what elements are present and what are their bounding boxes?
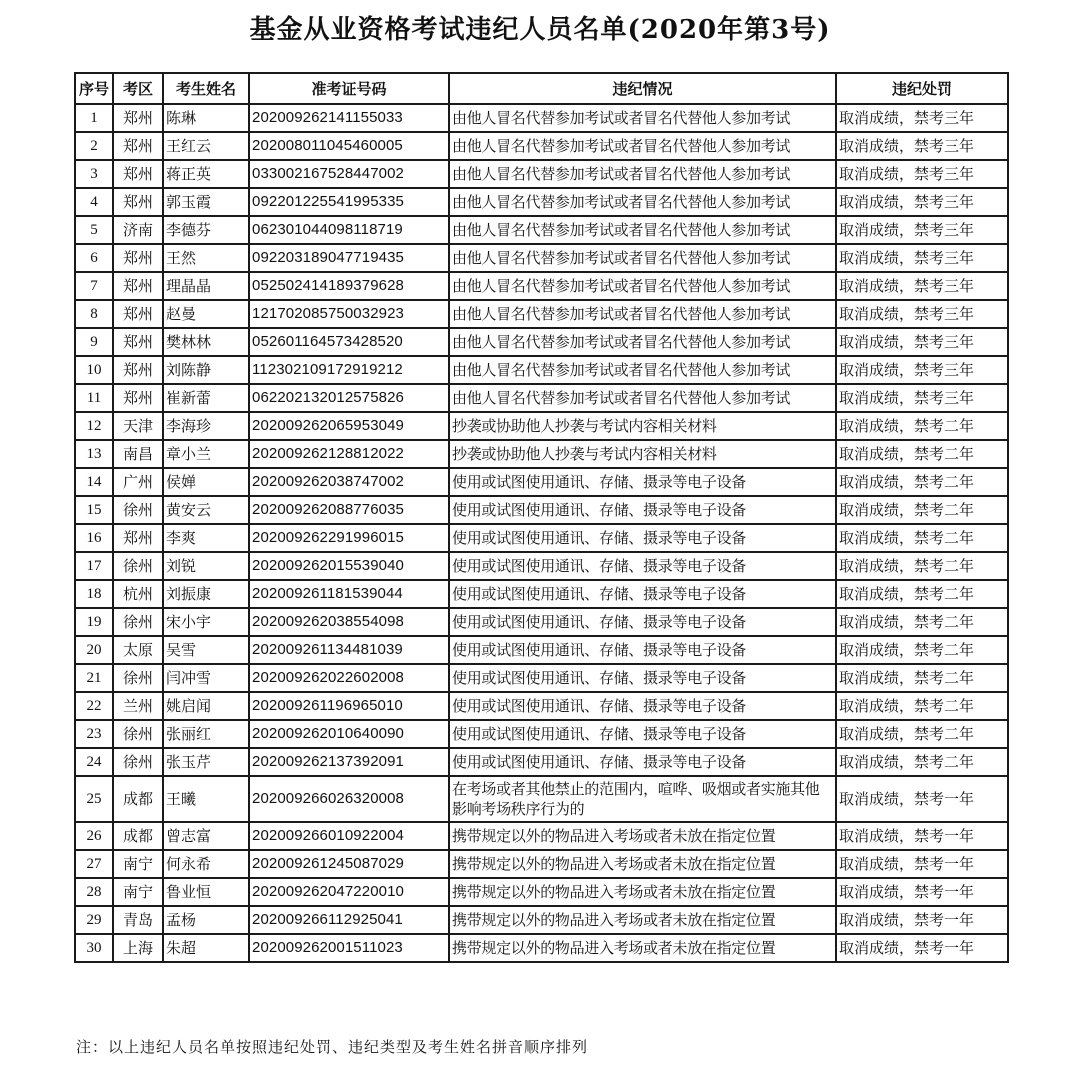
cell-area: 郑州 xyxy=(113,272,163,300)
cell-ticket-id: 202009266112925041 xyxy=(249,906,449,934)
table-row xyxy=(75,328,1008,356)
cell-violation: 使用或试图使用通讯、存储、摄录等电子设备 xyxy=(449,692,836,720)
table-row xyxy=(75,906,1008,934)
cell-ticket-id: 202009261181539044 xyxy=(249,580,449,608)
cell-name: 孟杨 xyxy=(163,906,249,934)
cell-area: 青岛 xyxy=(113,906,163,934)
cell-name: 张丽红 xyxy=(163,720,249,748)
cell-ticket-id: 202009262137392091 xyxy=(249,748,449,776)
cell-violation: 使用或试图使用通讯、存储、摄录等电子设备 xyxy=(449,580,836,608)
cell-violation: 由他人冒名代替参加考试或者冒名代替他人参加考试 xyxy=(449,104,836,132)
cell-ticket-id: 052502414189379628 xyxy=(249,272,449,300)
table-row xyxy=(75,636,1008,664)
header-no: 序号 xyxy=(75,73,113,104)
cell-violation: 由他人冒名代替参加考试或者冒名代替他人参加考试 xyxy=(449,272,836,300)
cell-no: 10 xyxy=(75,356,113,384)
table-row xyxy=(75,496,1008,524)
cell-ticket-id: 202009262291996015 xyxy=(249,524,449,552)
cell-penalty: 取消成绩，禁考一年 xyxy=(836,934,1008,962)
cell-name: 刘锐 xyxy=(163,552,249,580)
cell-penalty: 取消成绩，禁考二年 xyxy=(836,664,1008,692)
cell-no: 18 xyxy=(75,580,113,608)
cell-no: 21 xyxy=(75,664,113,692)
cell-penalty: 取消成绩，禁考三年 xyxy=(836,356,1008,384)
cell-violation: 由他人冒名代替参加考试或者冒名代替他人参加考试 xyxy=(449,300,836,328)
table-row xyxy=(75,850,1008,878)
cell-violation: 在考场或者其他禁止的范围内，喧哗、吸烟或者实施其他影响考场秩序行为的 xyxy=(449,776,836,822)
cell-violation: 由他人冒名代替参加考试或者冒名代替他人参加考试 xyxy=(449,384,836,412)
cell-penalty: 取消成绩，禁考三年 xyxy=(836,300,1008,328)
cell-name: 吴雪 xyxy=(163,636,249,664)
cell-name: 刘陈静 xyxy=(163,356,249,384)
cell-area: 郑州 xyxy=(113,300,163,328)
cell-name: 李爽 xyxy=(163,524,249,552)
header-area: 考区 xyxy=(113,73,163,104)
cell-penalty: 取消成绩，禁考一年 xyxy=(836,850,1008,878)
cell-ticket-id: 202009262088776035 xyxy=(249,496,449,524)
cell-no: 1 xyxy=(75,104,113,132)
cell-no: 19 xyxy=(75,608,113,636)
cell-area: 郑州 xyxy=(113,328,163,356)
cell-penalty: 取消成绩，禁考一年 xyxy=(836,822,1008,850)
cell-ticket-id: 092203189047719435 xyxy=(249,244,449,272)
cell-ticket-id: 202009262038747002 xyxy=(249,468,449,496)
cell-penalty: 取消成绩，禁考二年 xyxy=(836,412,1008,440)
cell-area: 徐州 xyxy=(113,552,163,580)
cell-name: 赵曼 xyxy=(163,300,249,328)
cell-area: 徐州 xyxy=(113,496,163,524)
cell-no: 24 xyxy=(75,748,113,776)
cell-area: 杭州 xyxy=(113,580,163,608)
table-row xyxy=(75,878,1008,906)
cell-violation: 携带规定以外的物品进入考场或者未放在指定位置 xyxy=(449,822,836,850)
cell-penalty: 取消成绩，禁考二年 xyxy=(836,720,1008,748)
cell-violation: 携带规定以外的物品进入考场或者未放在指定位置 xyxy=(449,934,836,962)
cell-no: 23 xyxy=(75,720,113,748)
cell-violation: 抄袭或协助他人抄袭与考试内容相关材料 xyxy=(449,440,836,468)
cell-no: 12 xyxy=(75,412,113,440)
cell-no: 28 xyxy=(75,878,113,906)
cell-name: 樊林林 xyxy=(163,328,249,356)
table-row xyxy=(75,356,1008,384)
cell-violation: 携带规定以外的物品进入考场或者未放在指定位置 xyxy=(449,850,836,878)
cell-area: 成都 xyxy=(113,776,163,822)
cell-area: 郑州 xyxy=(113,104,163,132)
cell-name: 闫冲雪 xyxy=(163,664,249,692)
table-row xyxy=(75,468,1008,496)
cell-violation: 携带规定以外的物品进入考场或者未放在指定位置 xyxy=(449,878,836,906)
cell-area: 郑州 xyxy=(113,160,163,188)
cell-no: 27 xyxy=(75,850,113,878)
cell-penalty: 取消成绩，禁考二年 xyxy=(836,692,1008,720)
cell-name: 李海珍 xyxy=(163,412,249,440)
cell-name: 理晶晶 xyxy=(163,272,249,300)
cell-violation: 由他人冒名代替参加考试或者冒名代替他人参加考试 xyxy=(449,356,836,384)
table-row xyxy=(75,692,1008,720)
cell-name: 黄安云 xyxy=(163,496,249,524)
cell-no: 13 xyxy=(75,440,113,468)
cell-no: 30 xyxy=(75,934,113,962)
cell-penalty: 取消成绩，禁考三年 xyxy=(836,216,1008,244)
cell-violation: 使用或试图使用通讯、存储、摄录等电子设备 xyxy=(449,608,836,636)
cell-no: 8 xyxy=(75,300,113,328)
cell-no: 15 xyxy=(75,496,113,524)
cell-penalty: 取消成绩，禁考三年 xyxy=(836,104,1008,132)
cell-no: 17 xyxy=(75,552,113,580)
cell-name: 王然 xyxy=(163,244,249,272)
footnote: 注：以上违纪人员名单按照违纪处罚、违纪类型及考生姓名拼音顺序排列 xyxy=(76,1038,589,1056)
violation-table xyxy=(74,72,1009,963)
cell-ticket-id: 092201225541995335 xyxy=(249,188,449,216)
cell-violation: 携带规定以外的物品进入考场或者未放在指定位置 xyxy=(449,906,836,934)
cell-penalty: 取消成绩，禁考一年 xyxy=(836,906,1008,934)
cell-area: 郑州 xyxy=(113,188,163,216)
cell-ticket-id: 202009262065953049 xyxy=(249,412,449,440)
cell-area: 广州 xyxy=(113,468,163,496)
cell-area: 郑州 xyxy=(113,132,163,160)
cell-name: 王曦 xyxy=(163,776,249,822)
cell-no: 7 xyxy=(75,272,113,300)
table-row xyxy=(75,384,1008,412)
table-row xyxy=(75,104,1008,132)
cell-violation: 由他人冒名代替参加考试或者冒名代替他人参加考试 xyxy=(449,216,836,244)
header-id: 准考证号码 xyxy=(249,73,449,104)
cell-penalty: 取消成绩，禁考二年 xyxy=(836,748,1008,776)
cell-name: 何永希 xyxy=(163,850,249,878)
cell-area: 郑州 xyxy=(113,384,163,412)
cell-area: 徐州 xyxy=(113,720,163,748)
table-header-row xyxy=(75,73,1008,104)
cell-no: 9 xyxy=(75,328,113,356)
cell-ticket-id: 202009262022602008 xyxy=(249,664,449,692)
table-row xyxy=(75,244,1008,272)
cell-no: 29 xyxy=(75,906,113,934)
cell-name: 蒋正英 xyxy=(163,160,249,188)
cell-name: 陈琳 xyxy=(163,104,249,132)
cell-violation: 由他人冒名代替参加考试或者冒名代替他人参加考试 xyxy=(449,132,836,160)
cell-name: 郭玉霞 xyxy=(163,188,249,216)
cell-ticket-id: 052601164573428520 xyxy=(249,328,449,356)
cell-no: 6 xyxy=(75,244,113,272)
cell-area: 郑州 xyxy=(113,356,163,384)
cell-no: 11 xyxy=(75,384,113,412)
cell-area: 徐州 xyxy=(113,664,163,692)
cell-violation: 使用或试图使用通讯、存储、摄录等电子设备 xyxy=(449,636,836,664)
table-row xyxy=(75,608,1008,636)
cell-penalty: 取消成绩，禁考三年 xyxy=(836,244,1008,272)
cell-no: 25 xyxy=(75,776,113,822)
table-row xyxy=(75,272,1008,300)
table-body xyxy=(75,104,1008,962)
cell-ticket-id: 202009262141155033 xyxy=(249,104,449,132)
cell-ticket-id: 202009261196965010 xyxy=(249,692,449,720)
table-row xyxy=(75,216,1008,244)
table-row xyxy=(75,720,1008,748)
cell-no: 26 xyxy=(75,822,113,850)
cell-penalty: 取消成绩，禁考二年 xyxy=(836,440,1008,468)
table-row xyxy=(75,160,1008,188)
cell-ticket-id: 202009266026320008 xyxy=(249,776,449,822)
cell-name: 侯婵 xyxy=(163,468,249,496)
cell-violation: 使用或试图使用通讯、存储、摄录等电子设备 xyxy=(449,748,836,776)
table-row xyxy=(75,664,1008,692)
cell-violation: 使用或试图使用通讯、存储、摄录等电子设备 xyxy=(449,720,836,748)
cell-no: 5 xyxy=(75,216,113,244)
cell-area: 兰州 xyxy=(113,692,163,720)
table-row xyxy=(75,552,1008,580)
cell-area: 徐州 xyxy=(113,748,163,776)
cell-no: 4 xyxy=(75,188,113,216)
cell-area: 济南 xyxy=(113,216,163,244)
header-penalty: 违纪处罚 xyxy=(836,73,1008,104)
cell-penalty: 取消成绩，禁考二年 xyxy=(836,636,1008,664)
cell-ticket-id: 202009261245087029 xyxy=(249,850,449,878)
cell-violation: 由他人冒名代替参加考试或者冒名代替他人参加考试 xyxy=(449,160,836,188)
table-row xyxy=(75,440,1008,468)
cell-name: 刘振康 xyxy=(163,580,249,608)
cell-area: 天津 xyxy=(113,412,163,440)
cell-name: 王红云 xyxy=(163,132,249,160)
cell-violation: 使用或试图使用通讯、存储、摄录等电子设备 xyxy=(449,496,836,524)
cell-name: 崔新蕾 xyxy=(163,384,249,412)
table-row xyxy=(75,412,1008,440)
cell-area: 徐州 xyxy=(113,608,163,636)
cell-ticket-id: 033002167528447002 xyxy=(249,160,449,188)
cell-penalty: 取消成绩，禁考二年 xyxy=(836,608,1008,636)
cell-area: 南宁 xyxy=(113,878,163,906)
cell-ticket-id: 202009262010640090 xyxy=(249,720,449,748)
cell-penalty: 取消成绩，禁考一年 xyxy=(836,776,1008,822)
cell-penalty: 取消成绩，禁考二年 xyxy=(836,524,1008,552)
cell-name: 张玉芹 xyxy=(163,748,249,776)
header-violation: 违纪情况 xyxy=(449,73,836,104)
cell-violation: 使用或试图使用通讯、存储、摄录等电子设备 xyxy=(449,552,836,580)
cell-area: 南宁 xyxy=(113,850,163,878)
cell-penalty: 取消成绩，禁考三年 xyxy=(836,328,1008,356)
cell-no: 22 xyxy=(75,692,113,720)
cell-name: 姚启闻 xyxy=(163,692,249,720)
cell-area: 郑州 xyxy=(113,524,163,552)
cell-violation: 使用或试图使用通讯、存储、摄录等电子设备 xyxy=(449,664,836,692)
cell-ticket-id: 202009262001511023 xyxy=(249,934,449,962)
cell-penalty: 取消成绩，禁考三年 xyxy=(836,384,1008,412)
cell-ticket-id: 202009266010922004 xyxy=(249,822,449,850)
cell-ticket-id: 062301044098118719 xyxy=(249,216,449,244)
cell-penalty: 取消成绩，禁考三年 xyxy=(836,272,1008,300)
cell-ticket-id: 202009262128812022 xyxy=(249,440,449,468)
cell-no: 3 xyxy=(75,160,113,188)
header-name: 考生姓名 xyxy=(163,73,249,104)
cell-ticket-id: 202009262038554098 xyxy=(249,608,449,636)
cell-violation: 由他人冒名代替参加考试或者冒名代替他人参加考试 xyxy=(449,188,836,216)
cell-name: 章小兰 xyxy=(163,440,249,468)
cell-area: 上海 xyxy=(113,934,163,962)
table-row xyxy=(75,300,1008,328)
cell-name: 李德芬 xyxy=(163,216,249,244)
cell-name: 鲁业恒 xyxy=(163,878,249,906)
table-row xyxy=(75,132,1008,160)
cell-penalty: 取消成绩，禁考二年 xyxy=(836,468,1008,496)
table-row xyxy=(75,822,1008,850)
cell-ticket-id: 202009262015539040 xyxy=(249,552,449,580)
cell-violation: 使用或试图使用通讯、存储、摄录等电子设备 xyxy=(449,524,836,552)
cell-penalty: 取消成绩，禁考三年 xyxy=(836,188,1008,216)
cell-no: 20 xyxy=(75,636,113,664)
table-row xyxy=(75,188,1008,216)
table-row xyxy=(75,748,1008,776)
cell-name: 曾志富 xyxy=(163,822,249,850)
page-title: 基金从业资格考试违纪人员名单(2020年第3号) xyxy=(249,15,831,45)
cell-penalty: 取消成绩，禁考二年 xyxy=(836,496,1008,524)
cell-area: 太原 xyxy=(113,636,163,664)
cell-no: 14 xyxy=(75,468,113,496)
table-row xyxy=(75,580,1008,608)
cell-violation: 使用或试图使用通讯、存储、摄录等电子设备 xyxy=(449,468,836,496)
cell-name: 宋小宇 xyxy=(163,608,249,636)
cell-penalty: 取消成绩，禁考三年 xyxy=(836,132,1008,160)
cell-area: 南昌 xyxy=(113,440,163,468)
cell-ticket-id: 202009262047220010 xyxy=(249,878,449,906)
cell-ticket-id: 202009261134481039 xyxy=(249,636,449,664)
cell-ticket-id: 202008011045460005 xyxy=(249,132,449,160)
cell-no: 16 xyxy=(75,524,113,552)
cell-ticket-id: 121702085750032923 xyxy=(249,300,449,328)
cell-violation: 由他人冒名代替参加考试或者冒名代替他人参加考试 xyxy=(449,244,836,272)
cell-violation: 抄袭或协助他人抄袭与考试内容相关材料 xyxy=(449,412,836,440)
cell-ticket-id: 062202132012575826 xyxy=(249,384,449,412)
cell-penalty: 取消成绩，禁考二年 xyxy=(836,552,1008,580)
table-row xyxy=(75,524,1008,552)
cell-name: 朱超 xyxy=(163,934,249,962)
cell-penalty: 取消成绩，禁考二年 xyxy=(836,580,1008,608)
cell-penalty: 取消成绩，禁考三年 xyxy=(836,160,1008,188)
cell-penalty: 取消成绩，禁考一年 xyxy=(836,878,1008,906)
cell-area: 郑州 xyxy=(113,244,163,272)
cell-area: 成都 xyxy=(113,822,163,850)
cell-ticket-id: 112302109172919212 xyxy=(249,356,449,384)
cell-no: 2 xyxy=(75,132,113,160)
table-row xyxy=(75,934,1008,962)
table-row xyxy=(75,776,1008,822)
cell-violation: 由他人冒名代替参加考试或者冒名代替他人参加考试 xyxy=(449,328,836,356)
